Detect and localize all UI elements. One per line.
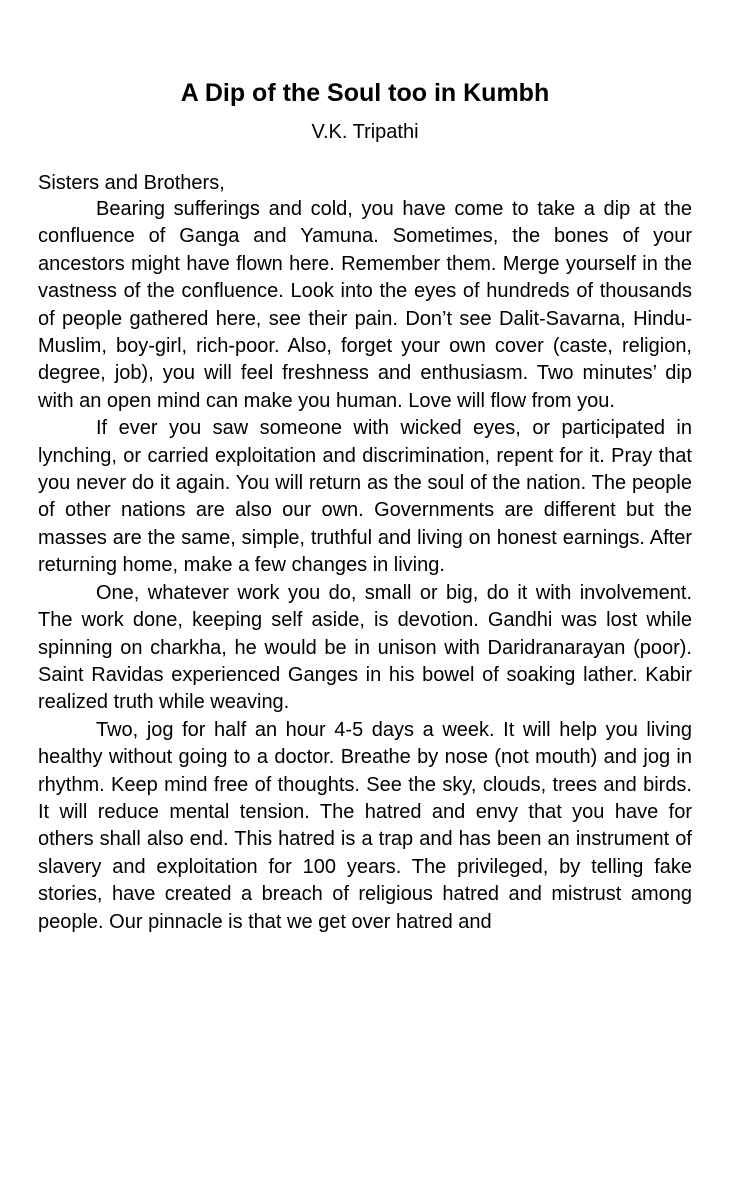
paragraph-2: If ever you saw someone with wicked eyes, or participated in lynching, or carried exploitation and discrimination, repent for it. Pray that you never do it again. You will return as the soul of the nation. The people of other nations are also our own. Governments are different but the masses are the same, simple, truthful and living on honest earnings. After returning home, make a few changes in living.: [38, 417, 692, 577]
paragraph-3: One, whatever work you do, small or big, do it with involvement. The work done, keeping self aside, is devotion. Gandhi was lost while spinning on charkha, he would be in unison with Daridranarayan (poor). Saint Ravidas experienced Ganges in his bowel of soaking lather. Kabir realized truth while weaving.: [38, 581, 692, 714]
salutation: Sisters and Brothers,: [38, 172, 225, 194]
author-name: V.K. Tripathi: [311, 121, 419, 143]
paragraph-1: Bearing sufferings and cold, you have come to take a dip at the confluence of Ganga and Yamuna. Sometimes, the bones of your ancestors might have flown here. Remember them. Merge yourself in the vastness of the confluence. Look into the eyes of hundreds of thousands of people gathered here, see their pain. Don’t see Dalit-Savarna, Hindu-Muslim, boy-girl, rich-poor. Also, forget your own cover (caste, religion, degree, job), you will feel freshness and enthusiasm. Two minutes’ dip with an open mind can make you human. Love will flow from you.: [38, 198, 692, 412]
document-title: A Dip of the Soul too in Kumbh: [180, 79, 550, 107]
paragraph-4: Two, jog for half an hour 4-5 days a week. It will help you living healthy without going to a doctor. Breathe by nose (not mouth) and jog in rhythm. Keep mind free of thoughts. See the sky, clouds, trees and birds. It will reduce mental tension. The hatred and envy that you have for others shall also end. This hatred is a trap and has been an instrument of slavery and exploitation for 100 years. The privileged, by telling fake stories, have created a breach of religious hatred and mistrust among people. Our pinnacle is that we get over hatred and: [38, 718, 692, 933]
